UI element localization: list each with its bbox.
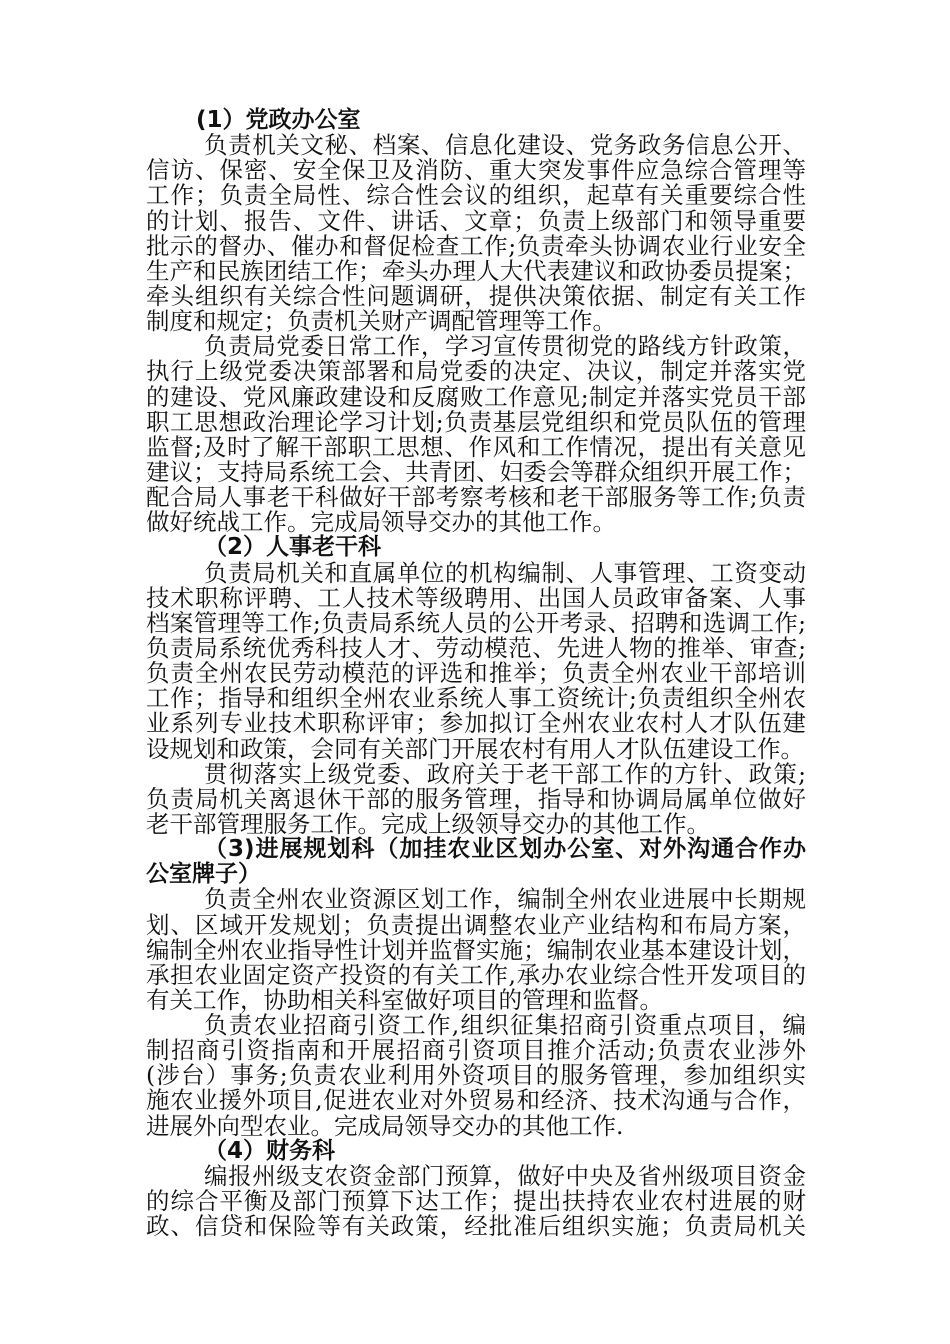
text-line: 做好统战工作。完成局领导交办的其他工作。	[146, 508, 616, 537]
text-line: 承担农业固定资产投资的有关工作,承办农业综合性开发项目的	[146, 960, 806, 989]
text-line: 的综合平衡及部门预算下达工作；提出扶持农业农村进展的财	[146, 1187, 806, 1216]
text-line: 负责全州农民劳动模范的评选和推举；负责全州农业干部培训	[146, 659, 806, 688]
text-line: 批示的督办、催办和督促检查工作;负责牵头协调农业行业安全	[146, 231, 806, 260]
section-heading-continued: 公室牌子）	[146, 861, 261, 888]
text-line: 制招商引资指南和开展招商引资项目推介活动;负责农业涉外	[146, 1036, 806, 1065]
text-line: 的计划、报告、文件、讲话、文章；负责上级部门和领导重要	[146, 206, 806, 235]
text-line: 职工思想政治理论学习计划;负责基层党组织和党员队伍的管理	[146, 407, 806, 436]
text-line: 负责农业招商引资工作,组织征集招商引资重点项目，编	[204, 1011, 806, 1040]
text-line: 贯彻落实上级党委、政府关于老干部工作的方针、政策;	[204, 759, 806, 788]
paragraph	[146, 1161, 806, 1241]
paragraph	[146, 334, 806, 535]
text-line: 进展外向型农业。完成局领导交办的其他工作.	[146, 1111, 624, 1140]
text-line: 施农业援外项目,促进农业对外贸易和经济、技术沟通与合作，	[146, 1086, 806, 1115]
section-heading: (1）党政办公室	[196, 107, 361, 133]
text-line: 监督;及时了解干部职工思想、作风和工作情况，提出有关意见	[146, 432, 806, 461]
text-line: (涉台）事务;负责农业利用外资项目的服务管理，参加组织实	[146, 1061, 806, 1090]
text-line: 负责局党委日常工作，学习宣传贯彻党的路线方针政策，	[204, 332, 806, 361]
text-line: 信访、保密、安全保卫及消防、重大突发事件应急综合管理等	[146, 156, 806, 185]
text-line: 老干部管理服务工作。完成上级领导交办的其他工作。	[146, 809, 710, 838]
paragraph	[146, 558, 806, 763]
text-line: 建议；支持局系统工会、共青团、妇委会等群众组织开展工作；	[146, 457, 806, 486]
text-line: 执行上级党委决策部署和局党委的决定、决议，制定并落实党	[146, 357, 806, 386]
text-line: 设规划和政策，会同有关部门开展农村有用人才队伍建设工作。	[146, 734, 804, 763]
text-line: 配合局人事老干科做好干部考察考核和老干部服务等工作;负责	[146, 483, 806, 512]
text-line: 的建设、党风廉政建设和反腐败工作意见;制定并落实党员干部	[146, 382, 806, 411]
section-heading: （3)进展规划科（加挂农业区划办公室、对外沟通合作办	[204, 836, 806, 863]
text-line: 档案管理等工作;负责局系统人员的公开考录、招聘和选调工作;	[146, 608, 806, 637]
text-line: 负责局机关和直属单位的机构编制、人事管理、工资变动	[204, 558, 806, 587]
text-line: 业系列专业技术职称评审；参加拟订全州农业农村人才队伍建	[146, 709, 806, 738]
text-line: 编报州级支农资金部门预算，做好中央及省州级项目资金	[204, 1161, 806, 1190]
text-line: 工作；指导和组织全州农业系统人事工资统计;负责组织全州农	[146, 684, 806, 713]
paragraph	[146, 887, 806, 1013]
paragraph	[146, 1013, 806, 1139]
text-line: 技术职称评聘、工人技术等级聘用、出国人员政审备案、人事	[146, 583, 806, 612]
text-line: 有关工作，协助相关科室做好项目的管理和监督。	[146, 985, 663, 1014]
text-line: 工作；负责全局性、综合性会议的组织，起草有关重要综合性	[146, 181, 806, 210]
text-line: 负责局系统优秀科技人才、劳动模范、先进人物的推举、审查;	[146, 633, 806, 662]
text-line: 负责机关文秘、档案、信息化建设、党务政务信息公开、	[204, 131, 806, 160]
paragraph	[146, 133, 806, 334]
text-line: 划、区域开发规划；负责提出调整农业产业结构和布局方案，	[146, 910, 806, 939]
text-line: 牵头组织有关综合性问题调研，提供决策依据、制定有关工作	[146, 281, 806, 310]
text-line: 政、信贷和保险等有关政策，经批准后组织实施；负责局机关	[146, 1212, 806, 1241]
section-heading: （2）人事老干科	[204, 534, 382, 561]
text-line: 生产和民族团结工作；牵头办理人大代表建议和政协委员提案；	[146, 256, 806, 285]
text-line: 编制全州农业指导性计划并监督实施；编制农业基本建设计划，	[146, 935, 806, 964]
text-line: 负责局机关离退休干部的服务管理，指导和协调局属单位做好	[146, 784, 806, 813]
section-heading: （4）财务科	[204, 1137, 336, 1164]
document-page	[146, 108, 806, 1239]
text-line: 制度和规定；负责机关财产调配管理等工作。	[146, 307, 616, 336]
paragraph	[146, 759, 806, 838]
text-line: 负责全州农业资源区划工作，编制全州农业进展中长期规	[204, 885, 806, 914]
